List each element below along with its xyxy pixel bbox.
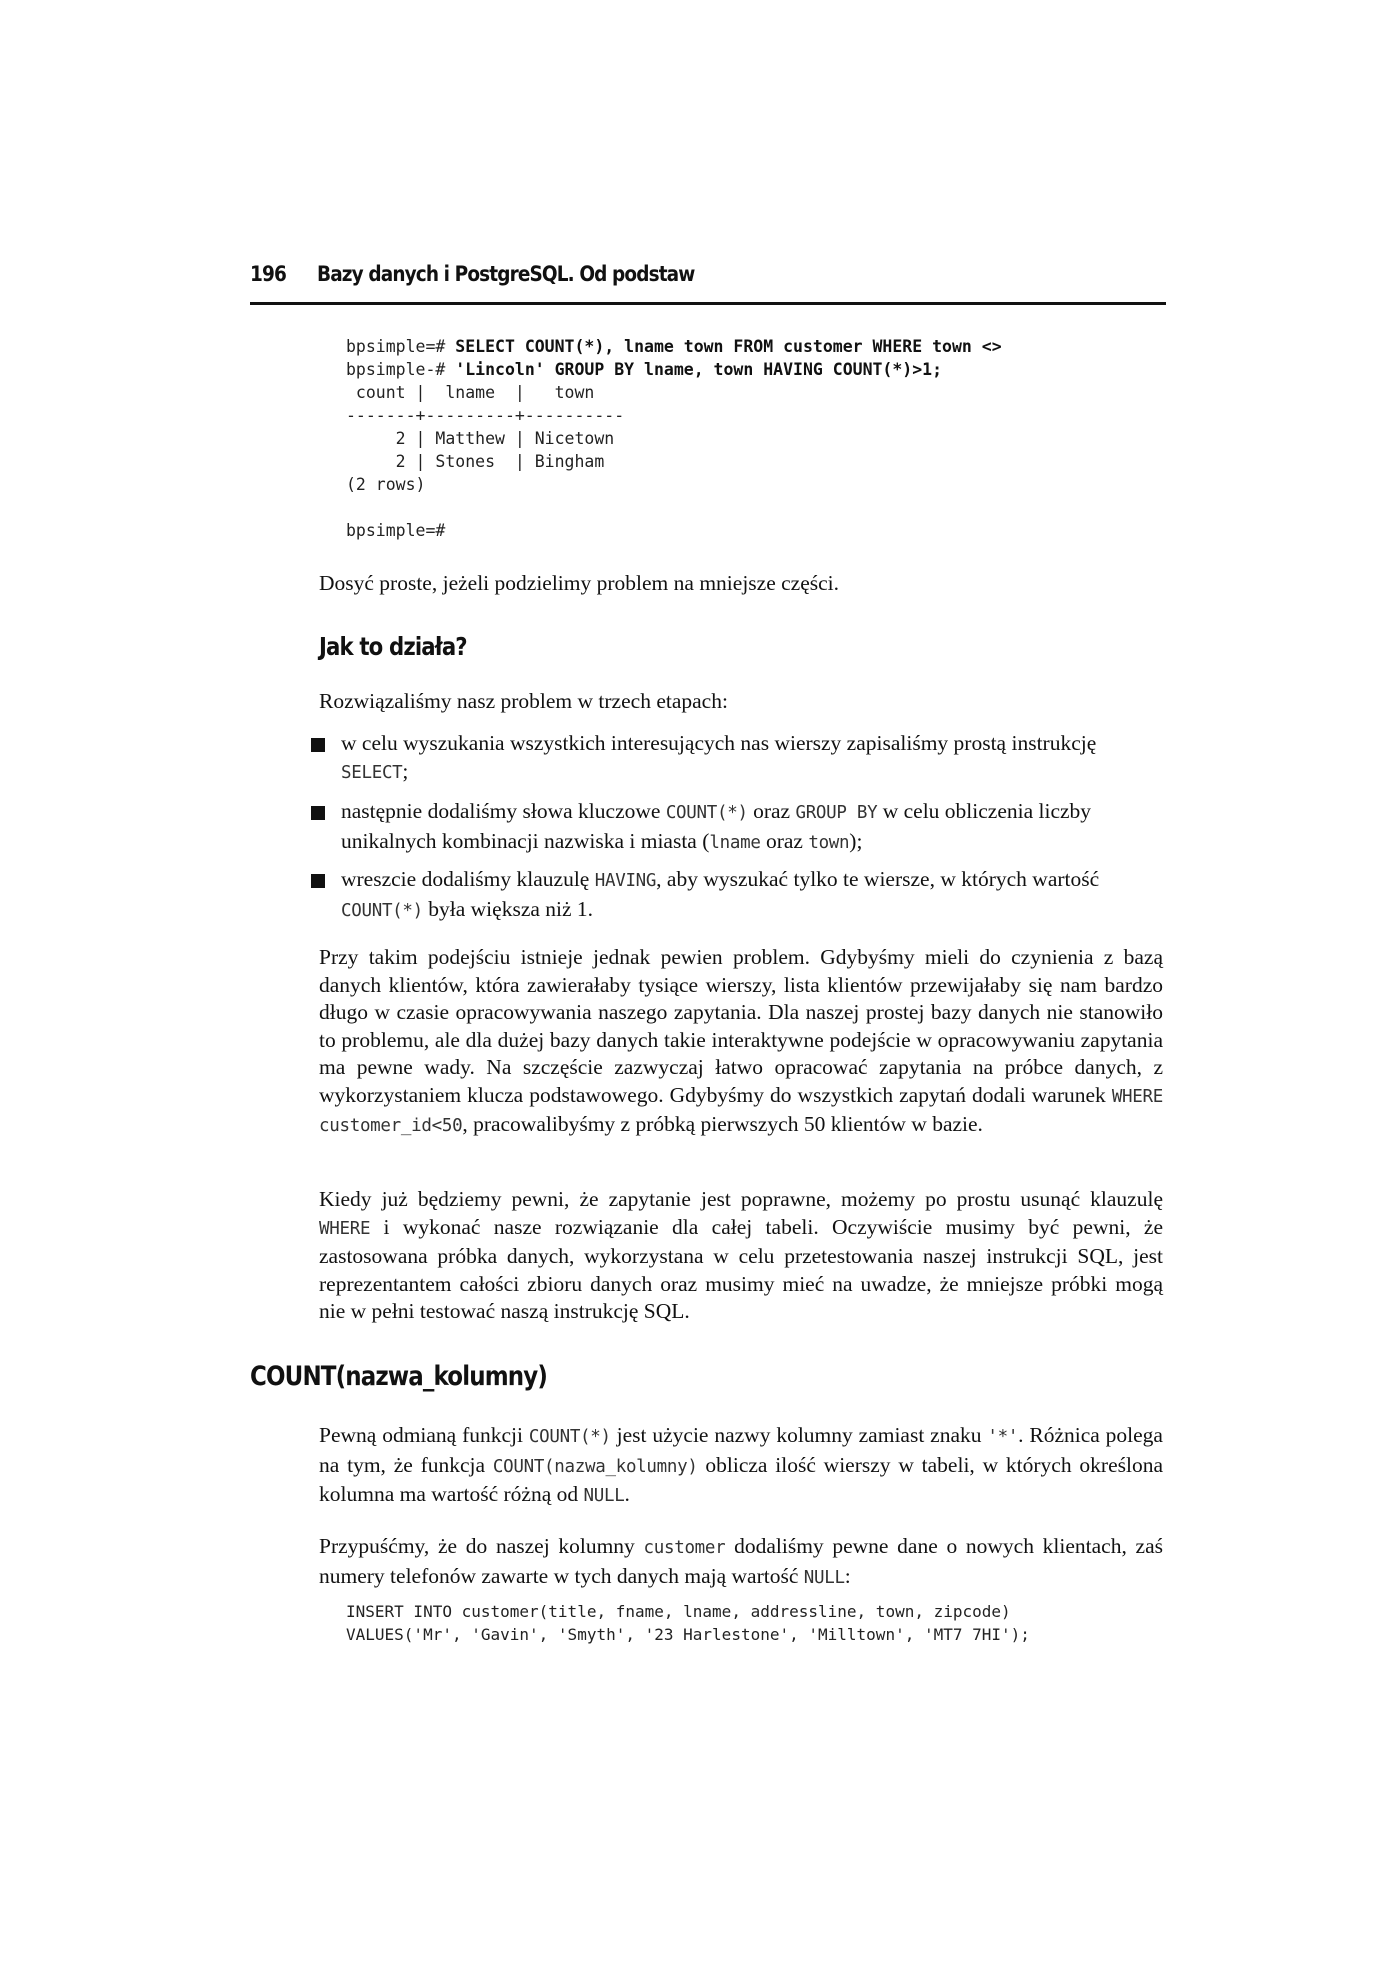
- sql-query-line: 'Lincoln' GROUP BY lname, town HAVING COUNT(*)>1;: [455, 360, 943, 379]
- subheading: Jak to działa?: [319, 632, 467, 661]
- psql-prompt: bpsimple-#: [346, 360, 456, 379]
- running-title: Bazy danych i PostgreSQL. Od podstaw: [317, 262, 695, 286]
- code-block-query: [346, 335, 1002, 542]
- bullet-square-icon: [311, 874, 325, 888]
- list-item: wreszcie dodaliśmy klauzulę HAVING, aby wyszukać tylko te wiersze, w których wartość COUNT(*) była większa niż 1.: [341, 866, 1145, 925]
- page-number: 196: [250, 262, 286, 286]
- paragraph-suppose: Przypuśćmy, że do naszej kolumny customer dodaliśmy pewne dane o nowych klientach, zaś numery telefonów zawarte w tych danych mają wartość NULL:: [319, 1534, 1163, 1588]
- result-row: 2 | Matthew | Nicetown: [346, 429, 615, 448]
- result-row: 2 | Stones | Bingham: [346, 452, 605, 471]
- psql-prompt: bpsimple=#: [346, 521, 446, 540]
- paragraph-remove-where: Kiedy już będziemy pewni, że zapytanie jest poprawne, możemy po prostu usunąć klauzulę WHERE i wykonać nasze rozwiązanie dla całej tabeli. Oczywiście musimy być pewni, że zastosowana próbka danych, wykorzystana w celu przetestowania naszej instrukcji SQL, jest reprezentantem całości zbioru danych oraz musimy mieć na uwadze, że mniejsze próbki mogą nie w pełni testować naszą instrukcję SQL.: [319, 1187, 1163, 1323]
- paragraph-count-column: Pewną odmianą funkcji COUNT(*) jest użycie nazwy kolumny zamiast znaku '*'. Różnica polega na tym, że funkcja COUNT(nazwa_kolumny) oblicza ilość wierszy w tabeli, w których określona kolumna ma wartość różną od NULL.: [319, 1423, 1163, 1506]
- sql-query-line: SELECT COUNT(*), lname town FROM customer WHERE town <>: [455, 337, 1002, 356]
- row-count: (2 rows): [346, 475, 426, 494]
- code-line: INSERT INTO customer(title, fname, lname, addressline, town, zipcode): [346, 1602, 1011, 1621]
- bullet-square-icon: [311, 806, 325, 820]
- paragraph-intro: Dosyć proste, jeżeli podzielimy problem na mniejsze części.: [319, 571, 839, 595]
- list-item: następnie dodaliśmy słowa kluczowe COUNT(*) oraz GROUP BY w celu obliczenia liczby unikalnych kombinacji nazwiska i miasta (lname oraz town);: [341, 798, 1145, 857]
- psql-prompt: bpsimple=#: [346, 337, 456, 356]
- bullet-square-icon: [311, 738, 325, 752]
- code-block-insert: [346, 1600, 1030, 1646]
- paragraph-steps-intro: Rozwiązaliśmy nasz problem w trzech etapach:: [319, 689, 728, 713]
- result-header: count | lname | town: [346, 383, 595, 402]
- section-heading: COUNT(nazwa_kolumny): [250, 1361, 548, 1392]
- list-item: w celu wyszukania wszystkich interesujących nas wierszy zapisaliśmy prostą instrukcję SELECT;: [341, 730, 1145, 787]
- page-header: [250, 262, 1166, 305]
- result-separator: -------+---------+----------: [346, 406, 625, 425]
- code-line: VALUES('Mr', 'Gavin', 'Smyth', '23 Harlestone', 'Milltown', 'MT7 7HI');: [346, 1625, 1030, 1644]
- paragraph-problem: Przy takim podejściu istnieje jednak pewien problem. Gdybyśmy mieli do czynienia z bazą danych klientów, która zawierałaby tysiące wierszy, lista klientów przewijałaby się nam bardzo długo w czasie opracowywania naszego zapytania. Dla naszej prostej bazy danych nie stanowiło to problemu, ale dla dużej bazy danych takie interaktywne podejście w opracowywaniu zapytania ma pewne wady. Na szczęście zazwyczaj łatwo opracować zapytania na próbce danych, z wykorzystaniem klucza podstawowego. Gdybyśmy do wszystkich zapytań dodali warunek WHERE customer_id<50, pracowalibyśmy z próbką pierwszych 50 klientów w bazie.: [319, 945, 1163, 1136]
